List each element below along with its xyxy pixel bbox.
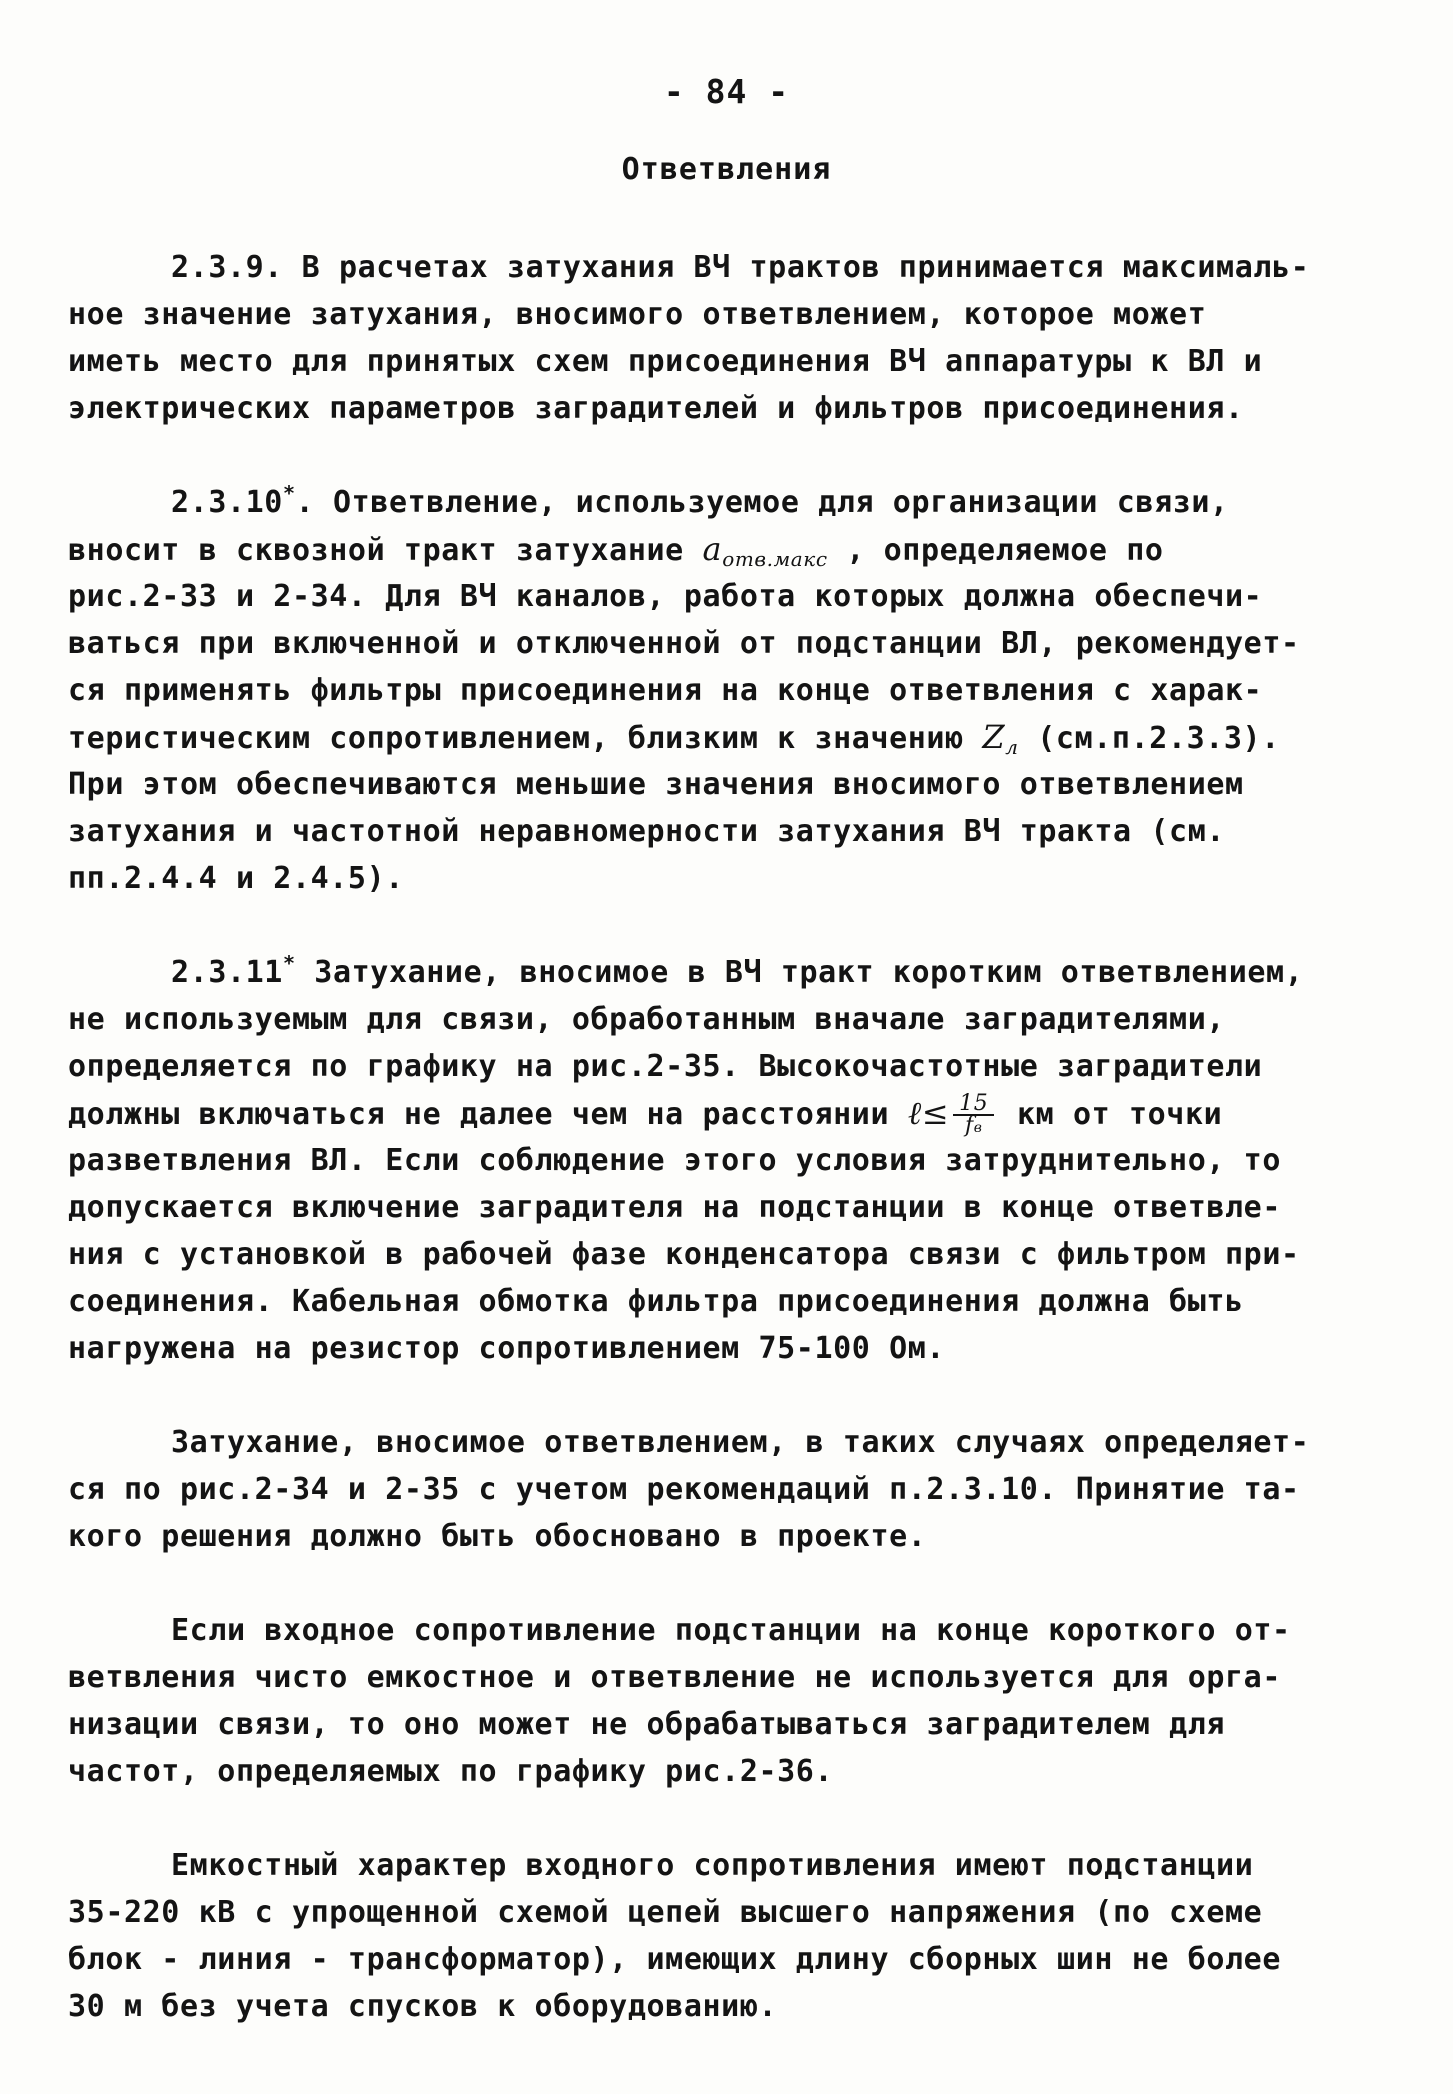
text-line: 2.3.11* Затухание, вносимое в ВЧ тракт коротким ответвлением, <box>171 951 1304 990</box>
text-line: 2.3.9. В расчетах затухания ВЧ трактов принимается максималь- <box>171 250 1310 285</box>
text-line: ся применять фильтры присоединения на конце ответвления с харак- <box>68 673 1263 708</box>
text-line: соединения. Кабельная обмотка фильтра присоединения должна быть <box>68 1284 1244 1319</box>
text-line: затухания и частотной неравномерности затухания ВЧ тракта (см. <box>68 814 1226 849</box>
text-line: допускается включение заградителя на подстанции в конце ответвле- <box>68 1190 1281 1225</box>
text-line: теристическим сопротивлением, близким к значению Zл (см.п.2.3.3). <box>68 718 1280 759</box>
text-line: должны включаться не далее чем на расстоянии ℓ≤ $\frac{15}{fв}$ км от точки <box>68 1090 1223 1137</box>
text-line: частот, определяемых по графику рис.2-36. <box>68 1754 834 1789</box>
text-line: кого решения должно быть обосновано в проекте. <box>68 1519 927 1554</box>
paragraph-capacitive-character <box>68 1842 1358 2030</box>
paragraph-2-3-10 <box>68 479 1358 902</box>
footnote-star: * <box>282 951 296 975</box>
text-line: блок - линия - трансформатор), имеющих длину сборных шин не более <box>68 1942 1281 1977</box>
text-line: пп.2.4.4 и 2.4.5). <box>68 861 404 896</box>
text-line: 35-220 кВ с упрощенной схемой цепей высшего напряжения (по схеме <box>68 1895 1263 1930</box>
text-line: 2.3.10*. Ответвление, используемое для организации связи, <box>171 481 1229 520</box>
footnote-star: * <box>282 481 296 505</box>
text-line: Затухание, вносимое ответвлением, в таких случаях определяет- <box>171 1425 1310 1460</box>
text-line: ваться при включенной и отключенной от подстанции ВЛ, рекомендует- <box>68 626 1300 661</box>
text-line: низации связи, то оно может не обрабатываться заградителем для <box>68 1707 1226 1742</box>
text-line: ное значение затухания, вносимого ответвлением, которое может <box>68 297 1207 332</box>
text-line: Если входное сопротивление подстанции на конце короткого от- <box>171 1613 1291 1648</box>
text-line: не используемым для связи, обработанным вначале заградителями, <box>68 1002 1226 1037</box>
paragraph-2-3-11 <box>68 949 1358 1372</box>
page-number: - 84 - <box>663 72 790 111</box>
text-line: ся по рис.2-34 и 2-35 с учетом рекомендаций п.2.3.10. Принятие та- <box>68 1472 1300 1507</box>
text-line: электрических параметров заградителей и фильтров присоединения. <box>68 391 1244 426</box>
formula-impedance: Zл <box>982 718 1019 759</box>
text-line: разветвления ВЛ. Если соблюдение этого условия затруднительно, то <box>68 1143 1281 1178</box>
paragraph-capacitive-input <box>68 1607 1358 1795</box>
clause-number: 2.3.11 <box>171 955 283 990</box>
section-title: Ответвления <box>621 152 832 187</box>
text-line: определяется по графику на рис.2-35. Высокочастотные заградители <box>68 1049 1263 1084</box>
paragraph-2-3-9 <box>68 244 1358 432</box>
text-line: ветвления чисто емкостное и ответвление не используется для орга- <box>68 1660 1281 1695</box>
formula-attenuation: aотв.макс <box>702 530 828 571</box>
text-line: 30 м без учета спусков к оборудованию. <box>68 1989 778 2024</box>
text-line: вносит в сквозной тракт затухание aотв.макс , определяемое по <box>68 530 1164 571</box>
text-line: иметь место для принятых схем присоединения ВЧ аппаратуры к ВЛ и <box>68 344 1263 379</box>
paragraph-attenuation-note <box>68 1419 1358 1560</box>
formula-distance: ℓ≤ $\frac{15}{fв}$ <box>908 1094 999 1132</box>
document-body <box>68 244 1358 2077</box>
text-line: нагружена на резистор сопротивлением 75-100 Ом. <box>68 1331 946 1366</box>
formula-fraction: $\frac{15}{fв}$ <box>953 1094 994 1138</box>
text-line: Емкостный характер входного сопротивления имеют подстанции <box>171 1848 1254 1883</box>
text-line: ния с установкой в рабочей фазе конденсатора связи с фильтром при- <box>68 1237 1300 1272</box>
clause-number: 2.3.10 <box>171 485 283 520</box>
text-line: рис.2-33 и 2-34. Для ВЧ каналов, работа которых должна обеспечи- <box>68 579 1263 614</box>
text-line: При этом обеспечиваются меньшие значения вносимого ответвлением <box>68 767 1244 802</box>
